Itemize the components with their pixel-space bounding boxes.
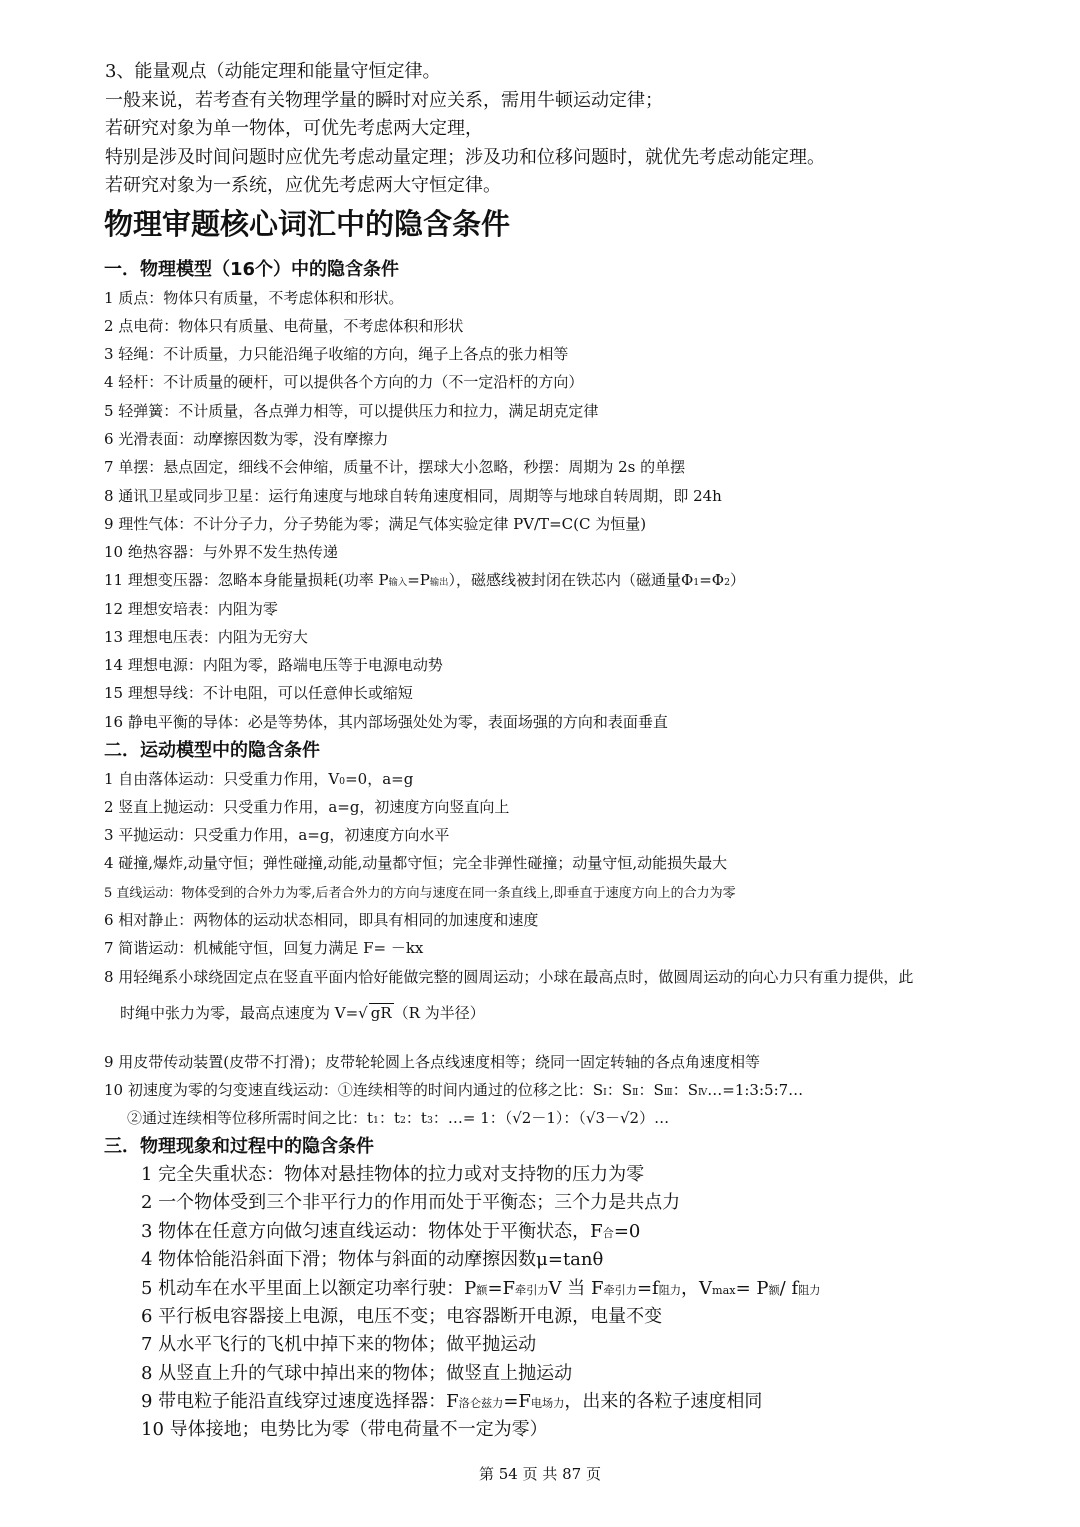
list-item: 5 机动车在水平里面上以额定功率行驶：P额=F牵引力V 当 F牵引力=f阻力，Vmax= P额/ f阻力 bbox=[141, 1278, 821, 1299]
list-item: 6 光滑表面：动摩擦因数为零，没有摩擦力 bbox=[104, 430, 389, 448]
list-item: 10 绝热容器：与外界不发生热传递 bbox=[104, 543, 338, 561]
page-title: 物理审题核心词汇中的隐含条件 bbox=[104, 207, 511, 241]
list-item: 1 质点：物体只有质量，不考虑体积和形状。 bbox=[104, 289, 404, 307]
intro-line-1: 3、能量观点（动能定理和能量守恒定律。 bbox=[105, 61, 441, 82]
list-item: 9 用皮带传动装置(皮带不打滑)；皮带轮轮圆上各点线速度相等；绕同一固定转轴的各点角速度相等 bbox=[104, 1053, 761, 1071]
list-item: 2 点电荷：物体只有质量、电荷量，不考虑体积和形状 bbox=[104, 317, 464, 335]
sqrt-expression: gR bbox=[370, 1004, 392, 1022]
page-number-footer: 第 54 页 共 87 页 bbox=[478, 1465, 601, 1483]
intro-line-4: 特别是涉及时间问题时应优先考虑动量定理；涉及功和位移问题时，就优先考虑动能定理。 bbox=[105, 147, 825, 168]
list-item: 5 直线运动：物体受到的合外力为零,后者合外力的方向与速度在同一条直线上,即垂直于速度方向上的合力为零 bbox=[104, 886, 736, 901]
list-item: 8 通讯卫星或同步卫星：运行角速度与地球自转角速度相同，周期等与地球自转周期，即 24h bbox=[104, 487, 722, 505]
list-item: 3 物体在任意方向做匀速直线运动：物体处于平衡状态，F合=0 bbox=[141, 1221, 641, 1242]
list-item: 2 一个物体受到三个非平行力的作用而处于平衡态；三个力是共点力 bbox=[141, 1192, 681, 1213]
list-item: 9 理性气体：不计分子力，分子势能为零；满足气体实验定律 PV/T=C(C 为恒量) bbox=[104, 515, 647, 533]
list-item: 8 从竖直上升的气球中掉出来的物体；做竖直上抛运动 bbox=[141, 1363, 573, 1384]
list-item: 8 用轻绳系小球绕固定点在竖直平面内恰好能做完整的圆周运动；小球在最高点时，做圆周运动的向心力只有重力提供，此 bbox=[104, 968, 914, 986]
list-item: 1 完全失重状态：物体对悬挂物体的拉力或对支持物的压力为零 bbox=[141, 1164, 645, 1185]
list-item: 11 理想变压器：忽略本身能量损耗(功率 P输入=P输出），磁感线被封闭在铁芯内（磁通量Φ1=Φ2） bbox=[104, 571, 746, 589]
list-item: 16 静电平衡的导体：必是等势体，其内部场强处处为零，表面场强的方向和表面垂直 bbox=[104, 713, 668, 731]
list-item: 7 单摆：悬点固定，细线不会伸缩，质量不计，摆球大小忽略，秒摆：周期为 2s 的单摆 bbox=[104, 458, 686, 476]
section-1-heading: 一．物理模型（16个）中的隐含条件 bbox=[104, 259, 400, 280]
list-item: 12 理想安培表：内阻为零 bbox=[104, 600, 278, 618]
list-item: 13 理想电压表：内阻为无穷大 bbox=[104, 628, 308, 646]
list-item: 10 导体接地；电势比为零（带电荷量不一定为零） bbox=[141, 1419, 548, 1440]
list-item: 4 物体恰能沿斜面下滑；物体与斜面的动摩擦因数μ=tanθ bbox=[141, 1249, 604, 1270]
list-item: 14 理想电源：内阻为零，路端电压等于电源电动势 bbox=[104, 656, 443, 674]
section-2-heading: 二．运动模型中的隐含条件 bbox=[104, 740, 320, 761]
list-item: 4 轻杆：不计质量的硬杆，可以提供各个方向的力（不一定沿杆的方向） bbox=[104, 373, 584, 391]
list-item: 时绳中张力为零，最高点速度为 V=√ gR （R 为半径） bbox=[120, 1004, 485, 1022]
list-item: 6 相对静止：两物体的运动状态相同，即具有相同的加速度和速度 bbox=[104, 911, 539, 929]
intro-line-5: 若研究对象为一系统，应优先考虑两大守恒定律。 bbox=[105, 175, 501, 196]
list-item: 10 初速度为零的匀变速直线运动：①连续相等的时间内通过的位移之比：SⅠ：SⅡ：SⅢ：SⅣ…=1:3:5:7… bbox=[104, 1081, 804, 1099]
list-item: ②通过连续相等位移所需时间之比：t1：t2：t3：…= 1：（√2－1）：（√3－√2）… bbox=[127, 1109, 670, 1127]
list-item: 6 平行板电容器接上电源，电压不变；电容器断开电源，电量不变 bbox=[141, 1306, 663, 1327]
list-item: 15 理想导线：不计电阻，可以任意伸长或缩短 bbox=[104, 684, 413, 702]
list-item: 9 带电粒子能沿直线穿过速度选择器：F洛仑兹力=F电场力，出来的各粒子速度相同 bbox=[141, 1391, 763, 1412]
list-item: 4 碰撞,爆炸,动量守恒；弹性碰撞,动能,动量都守恒；完全非弹性碰撞；动量守恒,动能损失最大 bbox=[104, 854, 728, 872]
intro-line-3: 若研究对象为单一物体，可优先考虑两大定理， bbox=[105, 118, 483, 139]
intro-line-2: 一般来说，若考查有关物理学量的瞬时对应关系，需用牛顿运动定律； bbox=[105, 90, 663, 111]
list-item: 3 轻绳：不计质量，力只能沿绳子收缩的方向，绳子上各点的张力相等 bbox=[104, 345, 569, 363]
list-item: 2 竖直上抛运动：只受重力作用，a=g，初速度方向竖直向上 bbox=[104, 798, 510, 816]
list-item: 5 轻弹簧：不计质量，各点弹力相等，可以提供压力和拉力，满足胡克定律 bbox=[104, 402, 599, 420]
list-item: 7 从水平飞行的飞机中掉下来的物体；做平抛运动 bbox=[141, 1334, 537, 1355]
list-item: 3 平抛运动：只受重力作用，a=g，初速度方向水平 bbox=[104, 826, 450, 844]
list-item: 7 简谐运动：机械能守恒，回复力满足 F= －kx bbox=[104, 939, 424, 957]
list-item: 1 自由落体运动：只受重力作用，V0=0，a=g bbox=[104, 770, 414, 788]
section-3-heading: 三．物理现象和过程中的隐含条件 bbox=[104, 1136, 374, 1157]
